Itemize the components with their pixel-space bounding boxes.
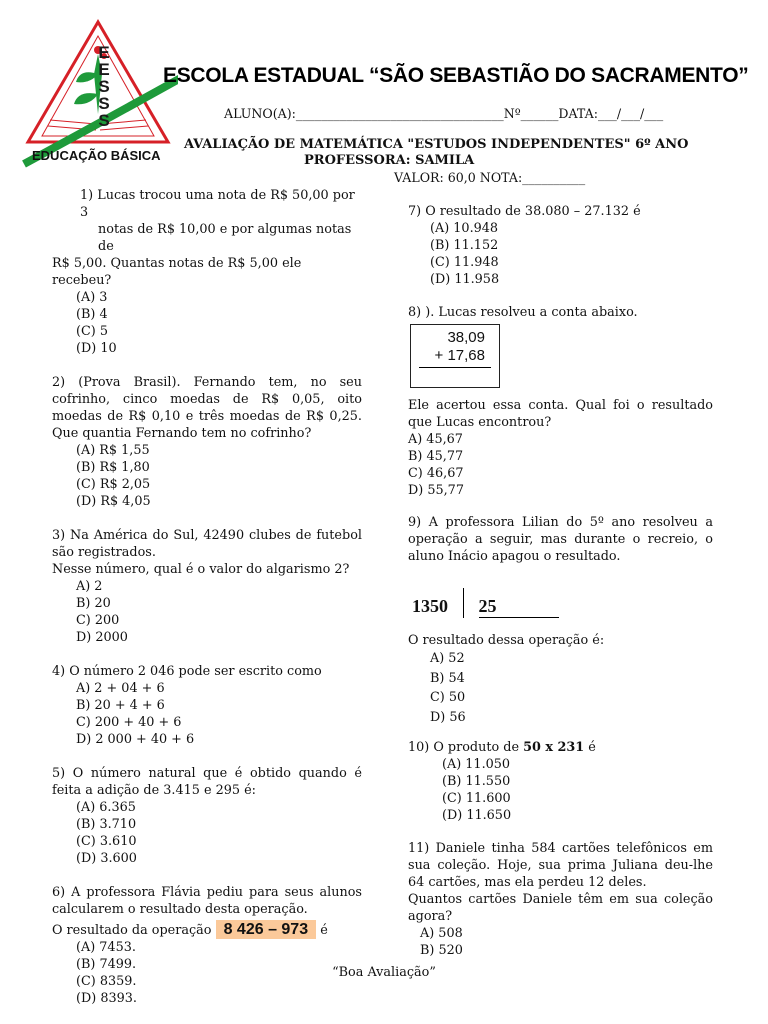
option[interactable]: B) 45,77 xyxy=(408,449,464,464)
option[interactable]: A) 2 xyxy=(76,579,103,594)
question-text: 8) ). Lucas resolveu a conta abaixo. xyxy=(408,305,638,320)
logo-letter: S xyxy=(98,94,110,113)
option[interactable]: (C) R$ 2,05 xyxy=(76,477,151,492)
question-11 xyxy=(408,840,713,959)
product-expression: 50 x 231 xyxy=(523,740,585,755)
logo-letter: E xyxy=(98,60,110,79)
school-logo xyxy=(18,14,178,174)
option[interactable]: (B) 3.710 xyxy=(76,817,137,832)
addend: 38,09 xyxy=(447,329,485,346)
question-text: 2) (Prova Brasil). Fernando tem, no seu cofrinho, cinco moedas de R$ 0,05, oito moedas de R$ 0,10 e três moedas de R$ 0,25. Que quantia Fernando tem no cofrinho? xyxy=(52,375,362,441)
highlighted-operation: 8 426 – 973 xyxy=(216,920,317,939)
question-4 xyxy=(52,663,362,748)
question-text: é xyxy=(584,740,596,755)
option[interactable]: A) 52 xyxy=(430,651,465,666)
option[interactable]: (B) 7499. xyxy=(76,957,137,972)
option[interactable]: C) 200 + 40 + 6 xyxy=(76,715,182,730)
division-bar xyxy=(463,588,465,618)
option[interactable]: B) 20 + 4 + 6 xyxy=(76,698,165,713)
option[interactable]: (D) 11.958 xyxy=(430,272,500,287)
option[interactable]: (D) 10 xyxy=(76,341,117,356)
option[interactable]: D) 56 xyxy=(430,709,466,725)
option[interactable]: D) 2000 xyxy=(76,630,128,645)
option[interactable]: (B) 11.550 xyxy=(442,774,511,789)
option[interactable]: C) 200 xyxy=(76,613,120,628)
logo-letter: S xyxy=(98,77,110,96)
question-text: Ele acertou essa conta. Qual foi o resultado que Lucas encontrou? xyxy=(408,398,713,430)
option[interactable]: (C) 11.600 xyxy=(442,791,511,806)
option[interactable]: (C) 3.610 xyxy=(76,834,137,849)
option[interactable]: A) 508 xyxy=(420,926,463,941)
value-grade-line: VALOR: 60,0 NOTA:__________ xyxy=(394,170,586,185)
question-text: é xyxy=(320,923,328,938)
footer-message: “Boa Avaliação” xyxy=(332,965,436,980)
question-8-options xyxy=(408,397,713,499)
question-2 xyxy=(52,374,362,510)
divisor: 25 xyxy=(479,596,559,618)
question-text: 4) O número 2 046 pode ser escrito como xyxy=(52,664,322,679)
option[interactable]: A) 2 + 04 + 6 xyxy=(76,681,165,696)
question-8 xyxy=(408,304,713,321)
option[interactable]: (C) 5 xyxy=(76,324,108,339)
question-text: 7) O resultado de 38.080 – 27.132 é xyxy=(408,204,641,219)
question-text: Quantos cartões Daniele têm em sua coleção agora? xyxy=(408,892,713,924)
addend: + 17,68 xyxy=(434,347,485,364)
division-operation xyxy=(412,588,559,618)
question-text: O resultado dessa operação é: xyxy=(408,633,605,648)
exam-title: AVALIAÇÃO DE MATEMÁTICA "ESTUDOS INDEPENDENTES" 6º ANO xyxy=(184,137,689,152)
option[interactable]: (A) 3 xyxy=(76,290,108,305)
option[interactable]: (A) 7453. xyxy=(76,940,136,955)
question-5 xyxy=(52,765,362,867)
option[interactable]: (D) 8393. xyxy=(76,991,137,1006)
school-name: ESCOLA ESTADUAL “SÃO SEBASTIÃO DO SACRAMENTO” xyxy=(163,64,749,87)
question-text: 11) Daniele tinha 584 cartões telefônicos em sua coleção. Hoje, sua prima Juliana deu-lhe 64 cartões, mas ela perdeu 12 deles. xyxy=(408,841,713,890)
question-9-options xyxy=(408,632,713,727)
question-text: 9) A professora Lilian do 5º ano resolveu a operação a seguir, mas durante o recreio, o aluno Inácio apagou o resultado. xyxy=(408,515,713,564)
question-3 xyxy=(52,527,362,646)
logo-letter: E xyxy=(98,43,110,62)
question-1 xyxy=(52,187,362,357)
option[interactable]: (B) R$ 1,80 xyxy=(76,460,150,475)
question-text: 5) O número natural que é obtido quando é feita a adição de 3.415 e 295 é: xyxy=(52,766,362,798)
right-column xyxy=(408,203,713,288)
option[interactable]: (A) 10.948 xyxy=(430,221,499,236)
logo-caption: EDUCAÇÃO BÁSICA xyxy=(32,148,161,163)
option[interactable]: D) 2 000 + 40 + 6 xyxy=(76,732,195,747)
question-text: R$ 5,00. Quantas notas de R$ 5,00 ele recebeu? xyxy=(52,256,302,288)
question-text: O resultado da operação xyxy=(52,923,212,938)
question-text: 10) O produto de xyxy=(408,740,524,755)
dividend: 1350 xyxy=(412,596,448,616)
option[interactable]: (A) 6.365 xyxy=(76,800,136,815)
addition-box xyxy=(410,324,500,388)
option[interactable]: (D) R$ 4,05 xyxy=(76,494,151,509)
option[interactable]: B) 520 xyxy=(420,943,463,958)
option[interactable]: D) 55,77 xyxy=(408,483,464,498)
option[interactable]: (A) R$ 1,55 xyxy=(76,443,150,458)
question-6 xyxy=(52,884,362,1007)
option[interactable]: (D) 11.650 xyxy=(442,808,512,823)
question-text: 3) Na América do Sul, 42490 clubes de futebol são registrados. xyxy=(52,528,362,560)
option[interactable]: (D) 3.600 xyxy=(76,851,137,866)
option[interactable]: (C) 8359. xyxy=(76,974,137,989)
option[interactable]: (B) 4 xyxy=(76,307,108,322)
option[interactable]: C) 50 xyxy=(430,690,466,705)
question-text: notas de R$ 10,00 e por algumas notas de xyxy=(98,222,352,254)
question-9 xyxy=(408,514,713,565)
sum-line xyxy=(419,367,491,368)
question-text: 1) Lucas trocou uma nota de R$ 50,00 por 3 xyxy=(80,188,355,220)
option[interactable]: C) 46,67 xyxy=(408,466,464,481)
option[interactable]: (B) 11.152 xyxy=(430,238,499,253)
left-column xyxy=(52,187,362,1007)
student-info-line: ALUNO(A):_________________________________Nº______DATA:___/___/___ xyxy=(224,106,664,121)
question-7 xyxy=(408,203,713,288)
question-text: Nesse número, qual é o valor do algarismo 2? xyxy=(52,562,350,577)
teacher-name: PROFESSORA: SAMILA xyxy=(304,153,475,168)
logo-letter: S xyxy=(98,111,110,130)
option[interactable]: (C) 11.948 xyxy=(430,255,499,270)
option[interactable]: (A) 11.050 xyxy=(442,757,511,772)
option[interactable]: A) 45,67 xyxy=(408,432,463,447)
option[interactable]: B) 20 xyxy=(76,596,111,611)
option[interactable]: B) 54 xyxy=(430,670,465,686)
question-text: 6) A professora Flávia pediu para seus alunos calcularem o resultado desta operação. xyxy=(52,885,362,917)
question-10 xyxy=(408,739,713,824)
